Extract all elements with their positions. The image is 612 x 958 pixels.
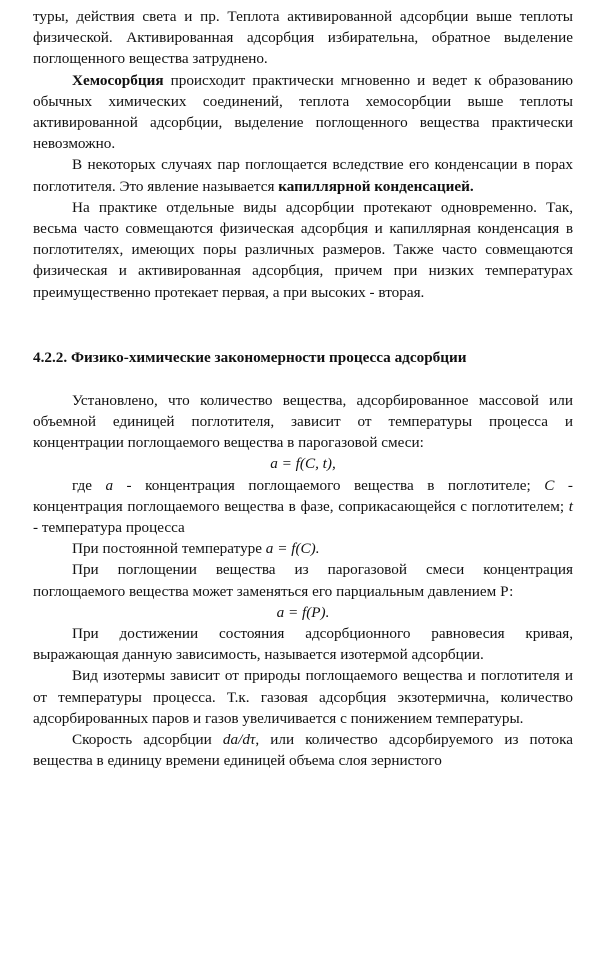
variable-a: a	[105, 476, 114, 494]
section-heading: 4.2.2. Физико-химические закономерности процесса адсорбции	[33, 348, 467, 366]
paragraph-established: Установлено, что количество вещества, адсорбированное массовой или объемной единицей поглотителя, зависит от температуры процесса и концентрации поглощаемого вещества в парогазовой смеси:	[33, 391, 573, 452]
term-capillary-condensation: капиллярной конденсацией.	[278, 177, 474, 195]
paragraph-adsorption-rate: Скорость адсорбции da/dτ, или количество адсорбируемого из потока вещества в единицу времени единицей объема слоя зернистого	[33, 731, 573, 770]
section-spacer	[33, 303, 573, 325]
paragraph-capillary-text: В некоторых случаях пар поглощается вследствие его конденсации в порах поглотителя. Это явление называется	[33, 156, 573, 195]
formula-da-dtau: da/dτ	[222, 731, 256, 749]
paragraph-activated-adsorption: туры, действия света и пр. Теплота активированной адсорбции выше теплоты физической. Активированная адсорбция избирательна, обратное выделение поглощенного вещества затруднено.	[33, 8, 573, 68]
paragraph-chemisorption	[33, 70, 573, 155]
variable-c: C	[544, 476, 555, 494]
formula-a-fc: a = f(C).	[265, 540, 320, 558]
paragraph-chemisorption-text: происходит практически мгновенно и ведет к образованию обычных химических соединений, теплота хемосорбции выше теплоты активированной адсорбции, выделение поглощенного вещества практически невозможно.	[33, 71, 573, 153]
paragraph-isotherm-shape: Вид изотермы зависит от природы поглощаемого вещества и поглотителя и от температуры процесса. Т.к. газовая адсорбция экзотермична, количество адсорбированных паров и газов увеличивается с понижением температуры.	[33, 667, 573, 727]
term-chemisorption: Хемосорбция	[72, 71, 164, 89]
section-spacer	[33, 368, 573, 390]
paragraph-constant-temperature: При постоянной температуре a = f(C).	[72, 540, 320, 558]
paragraph-isotherm: При достижении состояния адсорбционного равновесия кривая, выражающая данную зависимость, называется изотермой адсорбции.	[33, 625, 573, 664]
document-page	[33, 6, 573, 772]
variable-t: t	[568, 497, 573, 515]
paragraph-capillary-condensation	[33, 154, 573, 196]
formula-a-fct: a = f(C, t),	[270, 455, 336, 473]
section-spacer	[33, 325, 573, 347]
paragraph-partial-pressure: При поглощении вещества из парогазовой смеси концентрация поглощаемого вещества может заменяться его парциальным давлением Р:	[33, 561, 573, 600]
paragraph-definitions: где a - концентрация поглощаемого вещества в поглотителе; C - концентрация поглощаемого вещества в фазе, соприкасающейся с поглотителем; t - температура процесса	[33, 476, 573, 537]
formula-a-fp: a = f(P).	[276, 603, 330, 621]
paragraph-combined-adsorption: На практике отдельные виды адсорбции протекают одновременно. Так, весьма часто совмещаются физическая адсорбция и капиллярная конденсация в поглотителях, имеющих поры различных размеров. Также часто совмещаются физическая и активированная адсорбция, причем при низких температурах преимущественно протекает первая, а при высоких - вторая.	[33, 198, 573, 301]
